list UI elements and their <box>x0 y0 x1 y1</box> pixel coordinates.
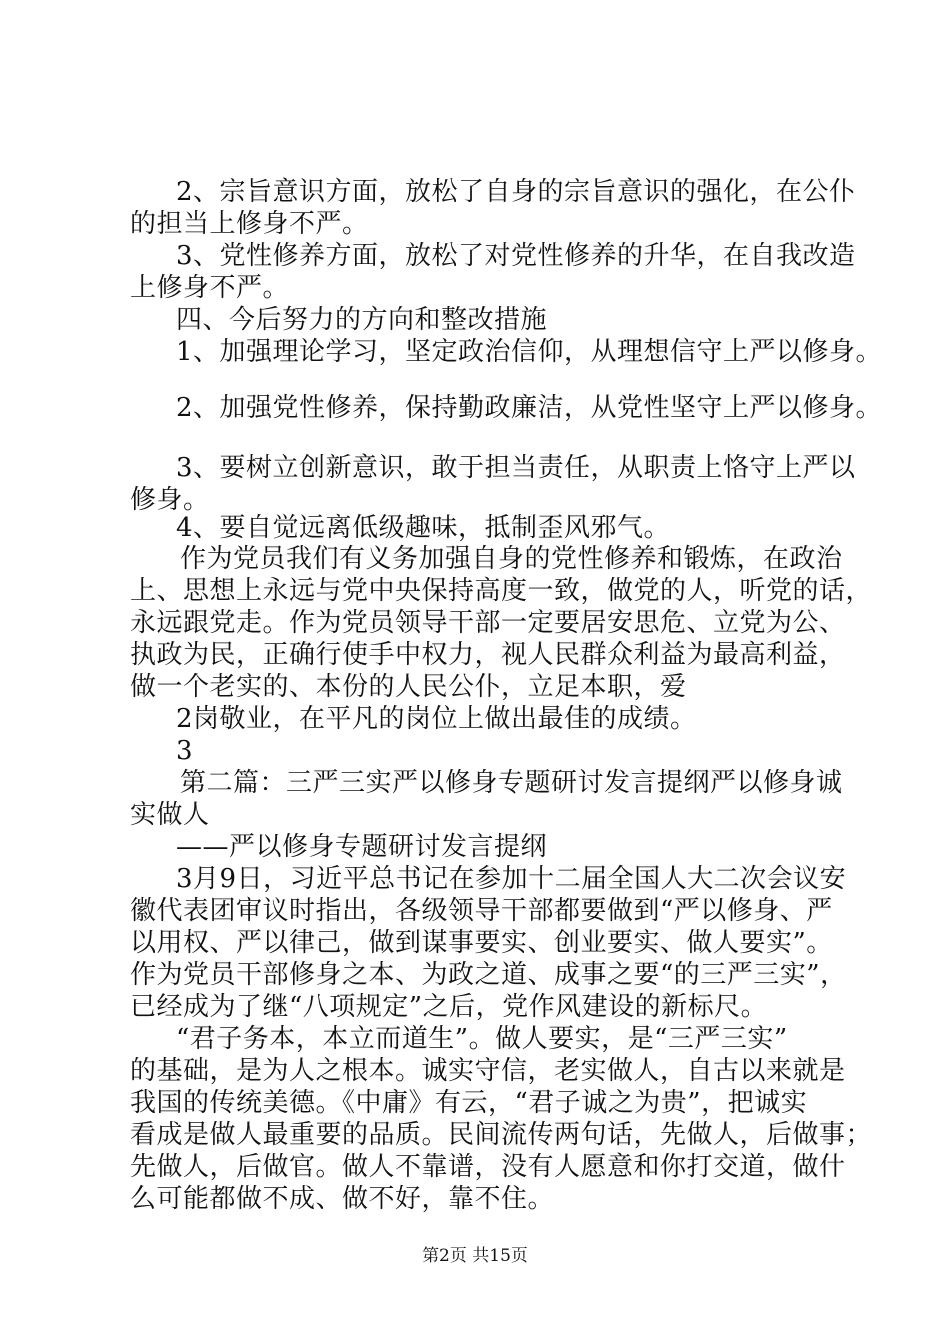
text-line: 永远跟党走。作为党员领导干部一定要居安思危、立党为公、 <box>130 608 846 638</box>
text-line: 看成是做人最重要的品质。民间流传两句话，先做人，后做事； <box>130 1120 873 1150</box>
text-line: 做一个老实的、本份的人民公仆，立足本职，爱 <box>130 672 687 702</box>
text-line: 1、加强理论学习，坚定政治信仰，从理想信守上严以修身。 <box>176 337 883 367</box>
text-line: 修身。 <box>130 485 210 515</box>
text-line: 作为党员我们有义务加强自身的党性修养和锻炼，在政治 <box>180 544 843 574</box>
article-subtitle: ——严以修身专题研讨发言提纲 <box>176 832 548 862</box>
text-line: “君子务本，本立而道生”。做人要实，是“三严三实” <box>176 1024 788 1054</box>
text-line: 以用权、严以律己，做到谋事要实、创业要实、做人要实”。 <box>130 928 833 958</box>
text-line: 的基础，是为人之根本。诚实守信，老实做人，自古以来就是 <box>130 1056 846 1086</box>
text-line: 上修身不严。 <box>130 273 290 303</box>
text-line: 徽代表团审议时指出，各级领导干部都要做到“严以修身、严 <box>130 896 833 926</box>
text-line: 我国的传统美德。《中庸》有云，“君子诚之为贵”，把诚实 <box>130 1088 808 1118</box>
text-line: 3、要树立创新意识，敢于担当责任，从职责上恪守上严以 <box>176 453 856 483</box>
text-line: 的担当上修身不严。 <box>130 209 369 239</box>
text-line: 么可能都做不成、做不好，靠不住。 <box>130 1184 555 1214</box>
text-line: 3、党性修养方面，放松了对党性修养的升华，在自我改造 <box>176 241 856 271</box>
text-line: 作为党员干部修身之本、为政之道、成事之要“的三严三实”， <box>130 960 847 990</box>
text-line: 3月9日，习近平总书记在参加十二届全国人大二次会议安 <box>176 864 847 894</box>
text-line: 2、加强党性修养，保持勤政廉洁，从党性坚守上严以修身。 <box>176 393 883 423</box>
text-line: 先做人，后做官。做人不靠谱，没有人愿意和你打交道，做什 <box>130 1152 846 1182</box>
text-line: 2岗敬业，在平凡的岗位上做出最佳的成绩。 <box>176 704 697 734</box>
section-heading: 四、今后努力的方向和整改措施 <box>176 305 548 335</box>
article-title: 第二篇：三严三实严以修身专题研讨发言提纲严以修身诚 <box>180 768 843 798</box>
page-number-footer: 第2页 共15页 <box>422 1246 528 1266</box>
text-line: 4、要自觉远离低级趣味，抵制歪风邪气。 <box>176 513 671 543</box>
text-line: 3 <box>176 736 194 766</box>
article-title: 实做人 <box>130 800 210 830</box>
text-line: 执政为民，正确行使手中权力，视人民群众利益为最高利益， <box>130 640 846 670</box>
text-line: 上、思想上永远与党中央保持高度一致，做党的人，听党的话， <box>130 576 873 606</box>
text-line: 已经成为了继“八项规定”之后，党作风建设的新标尺。 <box>130 992 768 1022</box>
text-line: 2、宗旨意识方面，放松了自身的宗旨意识的强化，在公仆 <box>176 177 856 207</box>
